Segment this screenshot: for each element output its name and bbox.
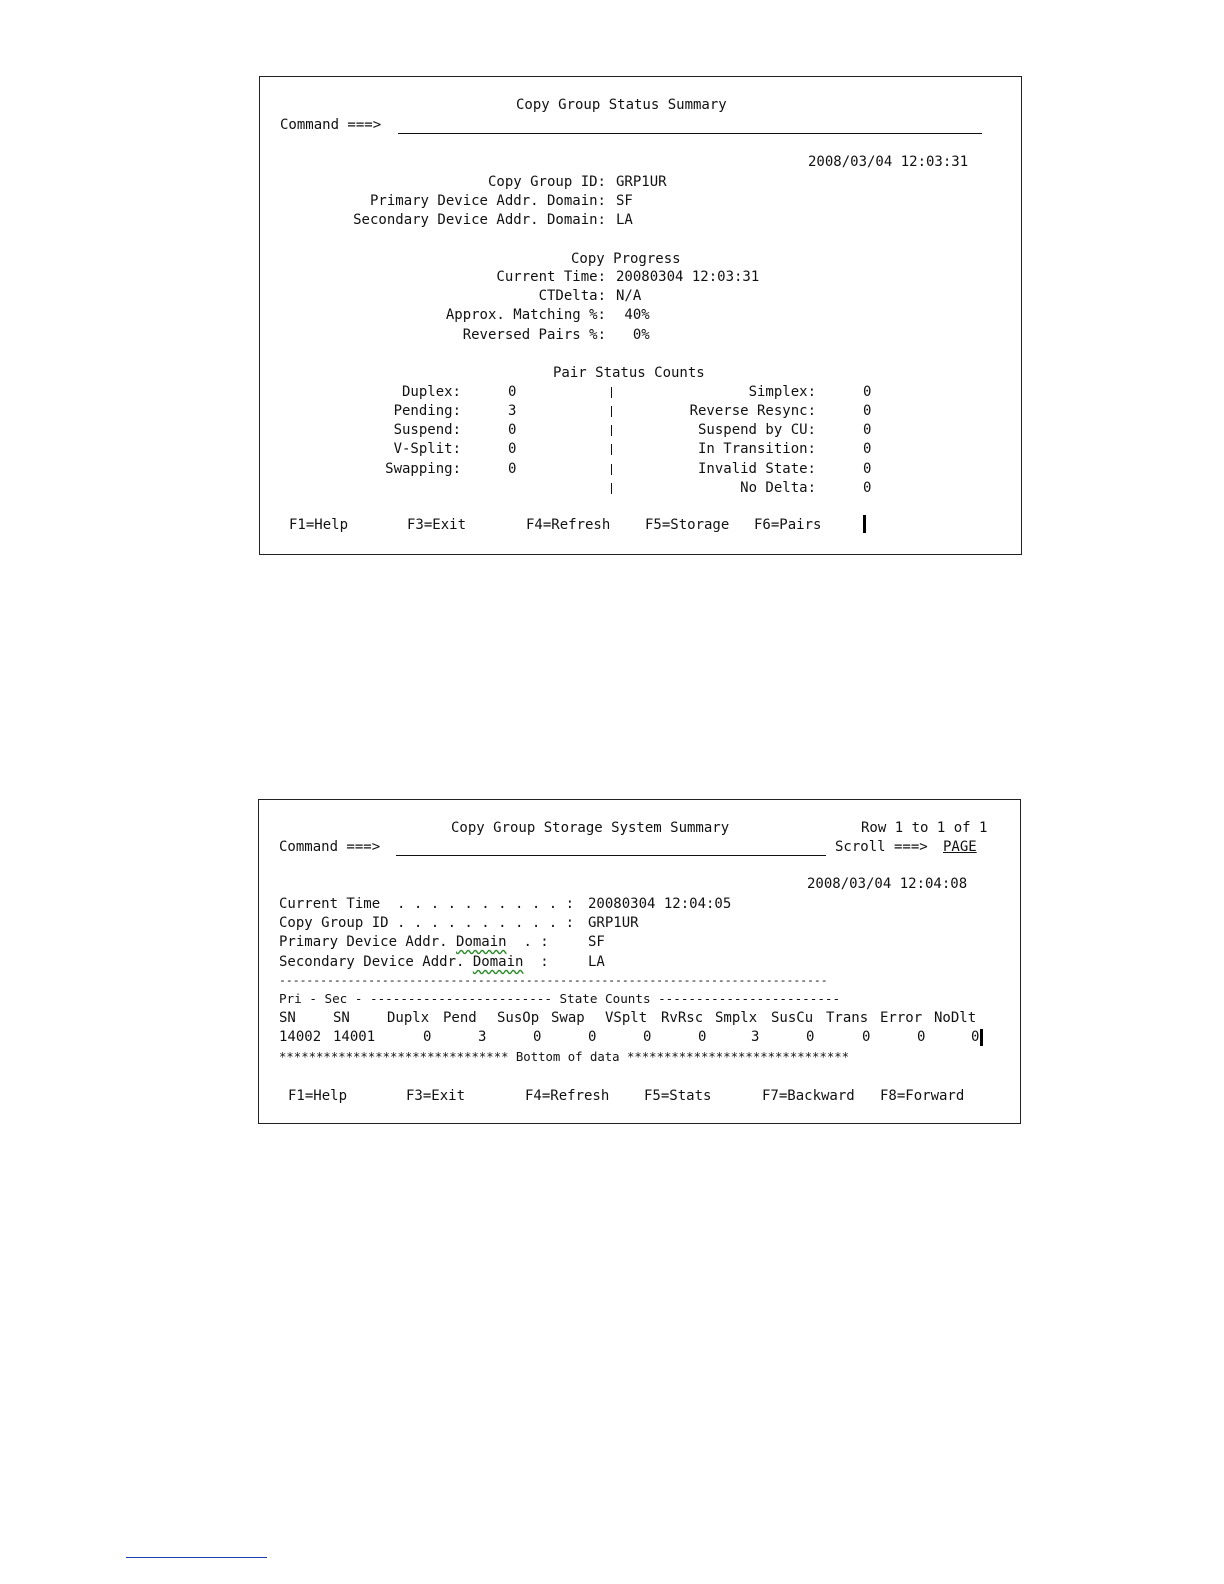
count-label-duplex: Duplex:: [401, 384, 461, 400]
command-label: Command ===>: [279, 839, 381, 855]
count-label-suspend-by-cu: Suspend by CU:: [697, 422, 816, 438]
dash-separator: --------------------------------------------------------------------------------: [279, 973, 828, 987]
col-header-swap: Swap: [551, 1010, 585, 1026]
count-label-pending: Pending:: [393, 403, 461, 419]
count-value-suspend: 0: [508, 422, 517, 438]
info-value-copy-group-id: GRP1UR: [616, 174, 667, 190]
progress-label-reversed: Reversed Pairs %:: [462, 327, 606, 343]
text-cursor: [863, 515, 866, 533]
info-label-primary-domain: Primary Device Addr. Domain:: [369, 193, 606, 209]
info-value-primary-domain: SF: [588, 934, 605, 950]
progress-label-matching: Approx. Matching %:: [445, 307, 606, 323]
state-counts-header: Pri - Sec - ------------------------ State Counts ------------------------: [279, 991, 841, 1006]
col-header-suscu: SusCu: [771, 1010, 814, 1026]
f5-storage-key[interactable]: F5=Storage: [645, 517, 730, 533]
table-row[interactable]: [279, 1029, 987, 1047]
col-header-vsplt: VSplt: [605, 1010, 648, 1026]
column-divider: [611, 425, 612, 436]
info-label-secondary-domain: Secondary Device Addr. Domain:: [353, 212, 606, 228]
count-value-pending: 3: [508, 403, 517, 419]
f3-exit-key[interactable]: F3=Exit: [406, 1088, 466, 1104]
progress-value-reversed: 0%: [616, 327, 650, 343]
count-value-in-transition: 0: [863, 441, 872, 457]
cell-error: 0: [917, 1029, 926, 1045]
count-label-suspend: Suspend:: [393, 422, 461, 438]
cell-rvrsc: 0: [698, 1029, 707, 1045]
progress-value-current-time: 20080304 12:03:31: [616, 269, 760, 285]
cell-duplx: 0: [423, 1029, 432, 1045]
cell-pend: 3: [478, 1029, 487, 1045]
count-value-vsplit: 0: [508, 441, 517, 457]
col-header-pri-sn: SN: [279, 1010, 296, 1026]
count-value-swapping: 0: [508, 461, 517, 477]
spellcheck-word: Domain: [456, 934, 507, 950]
copy-progress-heading: Copy Progress: [571, 251, 681, 267]
scroll-input[interactable]: PAGE: [943, 839, 977, 855]
f1-help-key[interactable]: F1=Help: [289, 517, 349, 533]
f8-forward-key[interactable]: F8=Forward: [880, 1088, 965, 1104]
label-text: :: [523, 954, 549, 970]
progress-label-ctdelta: CTDelta:: [538, 288, 606, 304]
cell-nodlt: 0: [971, 1029, 980, 1045]
col-header-nodlt: NoDlt: [934, 1010, 977, 1026]
col-header-sec-sn: SN: [333, 1010, 350, 1026]
f4-refresh-key[interactable]: F4=Refresh: [526, 517, 611, 533]
col-header-pend: Pend: [443, 1010, 477, 1026]
pair-status-heading: Pair Status Counts: [553, 365, 705, 381]
f1-help-key[interactable]: F1=Help: [288, 1088, 348, 1104]
progress-label-current-time: Current Time:: [496, 269, 606, 285]
count-label-swapping: Swapping:: [385, 461, 461, 477]
col-header-susop: SusOp: [497, 1010, 540, 1026]
label-text: . :: [506, 934, 549, 950]
status-datetime: 2008/03/04 12:03:31: [808, 154, 969, 170]
col-header-rvrsc: RvRsc: [661, 1010, 704, 1026]
count-value-no-delta: 0: [863, 480, 872, 496]
info-label-secondary-domain: [279, 954, 549, 970]
count-value-invalid-state: 0: [863, 461, 872, 477]
command-input[interactable]: [398, 117, 982, 134]
count-value-duplex: 0: [508, 384, 517, 400]
label-text: Primary Device Addr.: [279, 934, 457, 950]
info-label-primary-domain: [279, 934, 549, 950]
f4-refresh-key[interactable]: F4=Refresh: [525, 1088, 610, 1104]
label-text: Secondary Device Addr.: [279, 954, 473, 970]
f7-backward-key[interactable]: F7=Backward: [762, 1088, 855, 1104]
info-value-secondary-domain: LA: [616, 212, 633, 228]
cell-trans: 0: [862, 1029, 871, 1045]
scroll-label: Scroll ===>: [835, 839, 928, 855]
col-header-trans: Trans: [826, 1010, 869, 1026]
command-label: Command ===>: [280, 117, 382, 133]
storage-datetime: 2008/03/04 12:04:08: [807, 876, 968, 892]
info-value-secondary-domain: LA: [588, 954, 605, 970]
cell-susop: 0: [533, 1029, 542, 1045]
info-value-current-time: 20080304 12:04:05: [588, 896, 732, 912]
f5-stats-key[interactable]: F5=Stats: [644, 1088, 712, 1104]
info-label-copy-group-id: Copy Group ID:: [487, 174, 606, 190]
cell-sec-sn: 14001: [333, 1029, 376, 1045]
info-value-primary-domain: SF: [616, 193, 633, 209]
count-value-simplex: 0: [863, 384, 872, 400]
command-input[interactable]: [396, 839, 826, 856]
column-divider: [611, 406, 612, 417]
info-label-copy-group-id: Copy Group ID . . . . . . . . . . :: [279, 915, 575, 931]
count-value-suspend-by-cu: 0: [863, 422, 872, 438]
cell-suscu: 0: [806, 1029, 815, 1045]
info-label-current-time: Current Time . . . . . . . . . . :: [279, 896, 575, 912]
cell-swap: 0: [588, 1029, 597, 1045]
cell-smplx: 3: [751, 1029, 760, 1045]
bottom-of-data-line: ******************************* Bottom of data ******************************: [279, 1050, 850, 1064]
count-label-simplex: Simplex:: [748, 384, 816, 400]
spellcheck-word: Domain: [472, 954, 524, 970]
cell-vsplt: 0: [643, 1029, 652, 1045]
count-label-vsplit: V-Split:: [393, 441, 461, 457]
count-value-reverse-resync: 0: [863, 403, 872, 419]
footnote-rule: [126, 1557, 267, 1558]
storage-title: Copy Group Storage System Summary: [451, 820, 730, 836]
progress-value-matching: 40%: [616, 307, 650, 323]
col-header-duplx: Duplx: [387, 1010, 430, 1026]
col-header-smplx: Smplx: [715, 1010, 758, 1026]
cell-pri-sn: 14002: [279, 1029, 322, 1045]
column-divider: [611, 464, 612, 475]
column-divider: [611, 387, 612, 398]
column-divider: [611, 483, 612, 494]
f6-pairs-key[interactable]: F6=Pairs: [754, 517, 822, 533]
count-label-invalid-state: Invalid State:: [697, 461, 816, 477]
info-value-copy-group-id: GRP1UR: [588, 915, 639, 931]
progress-value-ctdelta: N/A: [616, 288, 642, 304]
count-label-reverse-resync: Reverse Resync:: [689, 403, 816, 419]
row-info: Row 1 to 1 of 1: [861, 820, 988, 836]
status-title: Copy Group Status Summary: [516, 97, 727, 113]
col-header-error: Error: [880, 1010, 923, 1026]
column-divider: [611, 444, 612, 455]
count-label-in-transition: In Transition:: [697, 441, 816, 457]
f3-exit-key[interactable]: F3=Exit: [407, 517, 467, 533]
text-cursor: [980, 1029, 983, 1046]
count-label-no-delta: No Delta:: [740, 480, 816, 496]
